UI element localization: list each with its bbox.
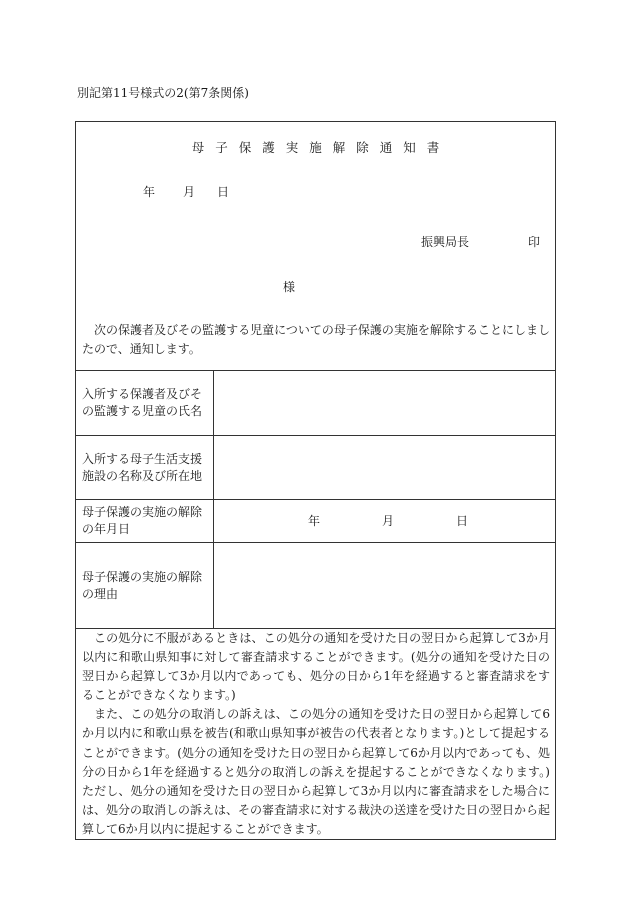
issuer-title: 振興局長 <box>421 235 470 249</box>
row-value-facility[interactable] <box>214 436 556 500</box>
row-value-release-reason[interactable] <box>214 543 556 629</box>
row-value-release-date[interactable] <box>214 500 556 543</box>
row-label-release-reason: 母子保護の実施の解除の理由 <box>76 543 214 629</box>
row-value-guardian-names[interactable] <box>214 371 556 436</box>
detail-table <box>75 370 556 629</box>
addressee-suffix: 様 <box>283 280 296 294</box>
issue-date <box>143 183 229 200</box>
document-title: 母子保護実施解除通知書 <box>191 140 451 155</box>
remarks-paragraph-review: この処分に不服があるときは、この処分の通知を受けた日の翌日から起算して3か月以内に和歌山県知事に対して審査請求することができます。(処分の通知を受けた日の翌日から起算して3か月以内であっても、処分の日から1年を経過すると審査請求をすることができなくなります。) <box>82 631 550 703</box>
issue-date-day: 日 <box>217 185 230 199</box>
notice-text: 次の保護者及びその監護する児童についての母子保護の実施を解除することにしましたので、通知します。 <box>82 323 550 356</box>
table-row <box>76 436 556 500</box>
table-row <box>76 500 556 543</box>
row-label-facility: 入所する母子生活支援施設の名称及び所在地 <box>76 436 214 500</box>
release-date-year: 年 <box>307 513 320 528</box>
table-row <box>76 543 556 629</box>
remarks-paragraph-lawsuit: また、この処分の取消しの訴えは、この処分の通知を受けた日の翌日から起算して6か月以内に和歌山県を被告(和歌山県知事が被告の代表者となります。)として提起することができます。(処分の通知を受けた日の翌日から起算して6か月以内であっても、処分の日から1年を経過すると処分の取消しの訴えを提起することができなくなります。)ただし、処分の通知を受けた日の翌日から起算して3か月以内に審査請求をした場合には、処分の取消しの訴えは、その審査請求に対する裁決の送達を受けた日の翌日から起算して6か月以内に提起することができます。 <box>82 707 551 836</box>
release-date-day: 日 <box>456 513 469 528</box>
issue-date-month: 月 <box>183 185 196 199</box>
release-date-month: 月 <box>381 513 394 528</box>
row-label-release-date: 母子保護の実施の解除の年月日 <box>76 500 214 543</box>
seal-mark: 印 <box>528 235 541 249</box>
issue-date-year: 年 <box>143 185 156 199</box>
form-reference: 別記第11号様式の2(第7条関係) <box>77 86 249 100</box>
row-label-guardian-names: 入所する保護者及びその監護する児童の氏名 <box>76 371 214 436</box>
notice-form <box>75 121 556 840</box>
table-row <box>76 371 556 436</box>
appeal-remarks <box>82 629 550 839</box>
